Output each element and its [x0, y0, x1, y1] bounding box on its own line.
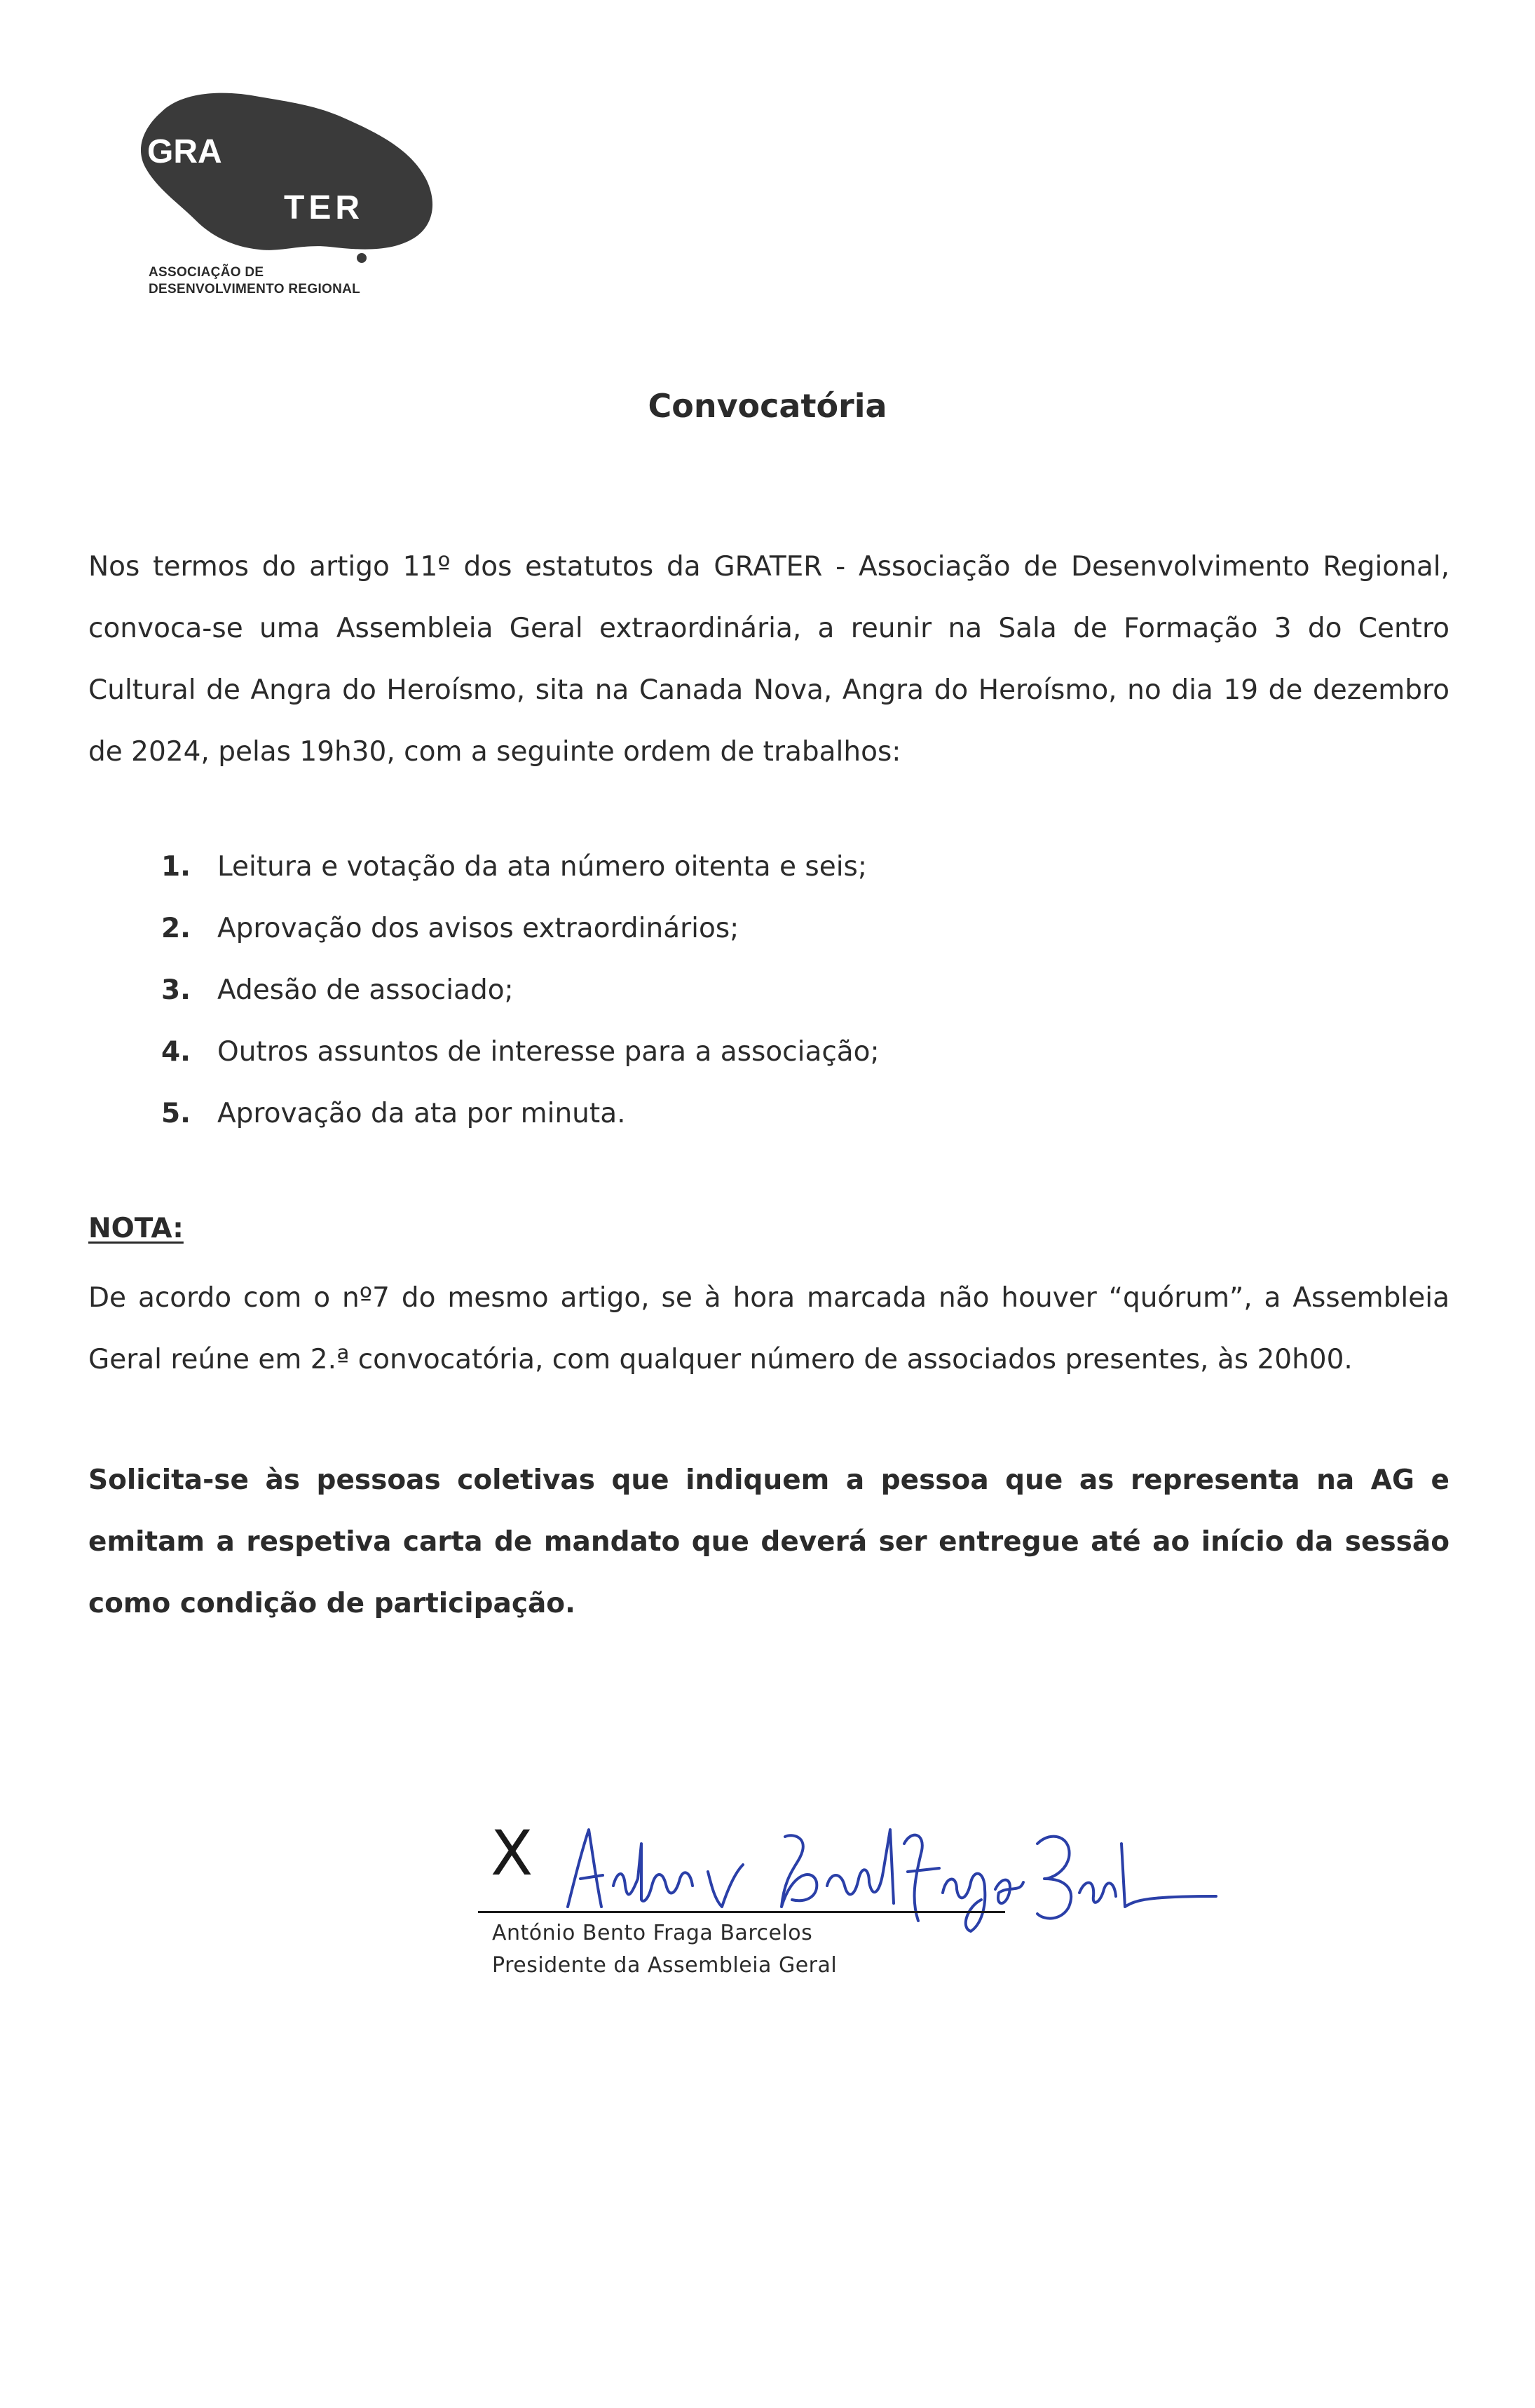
- logo-word-bottom: TER: [284, 189, 364, 226]
- agenda-text: Aprovação da ata por minuta.: [217, 1098, 626, 1129]
- agenda-number: 4.: [161, 1036, 191, 1068]
- agenda-item: [161, 960, 880, 1021]
- signature-line: [478, 1911, 1005, 1913]
- grater-logo: [119, 84, 456, 308]
- signature-x-mark: X: [491, 1817, 533, 1889]
- agenda-item: [161, 898, 880, 960]
- agenda-item: [161, 1083, 880, 1145]
- logo-subtitle-line1: ASSOCIAÇÃO DE: [149, 265, 264, 280]
- agenda-item: [161, 836, 880, 898]
- signer-name: António Bento Fraga Barcelos: [492, 1921, 813, 1945]
- agenda-list: [161, 836, 880, 1145]
- agenda-text: Leitura e votação da ata número oitenta e seis;: [217, 851, 868, 883]
- agenda-text: Aprovação dos avisos extraordinários;: [217, 913, 739, 944]
- nota-paragraph: De acordo com o nº7 do mesmo artigo, se à hora marcada não houver “quórum”, a Assembleia Geral reúne em 2.ª convocatória, com qualquer número de associados presentes, às 20h00.: [88, 1282, 1449, 1375]
- agenda-item: [161, 1021, 880, 1083]
- logo-subtitle-line2: DESENVOLVIMENTO REGIONAL: [149, 282, 361, 297]
- notice-paragraph: Solicita-se às pessoas coletivas que indiquem a pessoa que as representa na AG e emitam a respetiva carta de mandato que deverá ser entregue até ao início da sessão como condição de participação.: [88, 1464, 1449, 1619]
- logo-word-top: GRA: [147, 133, 222, 170]
- agenda-number: 5.: [161, 1098, 191, 1129]
- agenda-number: 1.: [161, 851, 191, 883]
- intro-paragraph: Nos termos do artigo 11º dos estatutos da GRATER - Associação de Desenvolvimento Regional, convoca-se uma Assembleia Geral extraordinária, a reunir na Sala de Formação 3 do Centro Cultural de Angra do Heroísmo, sita na Canada Nova, Angra do Heroísmo, no dia 19 de dezembro de 2024, pelas 19h30, com a seguinte ordem de trabalhos:: [88, 551, 1449, 768]
- agenda-number: 3.: [161, 974, 191, 1006]
- handwritten-signature: [561, 1802, 1220, 1935]
- signer-role: Presidente da Assembleia Geral: [492, 1953, 838, 1978]
- document-title: Convocatória: [648, 387, 887, 425]
- agenda-number: 2.: [161, 913, 191, 944]
- agenda-text: Adesão de associado;: [217, 974, 514, 1006]
- agenda-text: Outros assuntos de interesse para a associação;: [217, 1036, 880, 1068]
- nota-label: NOTA:: [88, 1213, 184, 1244]
